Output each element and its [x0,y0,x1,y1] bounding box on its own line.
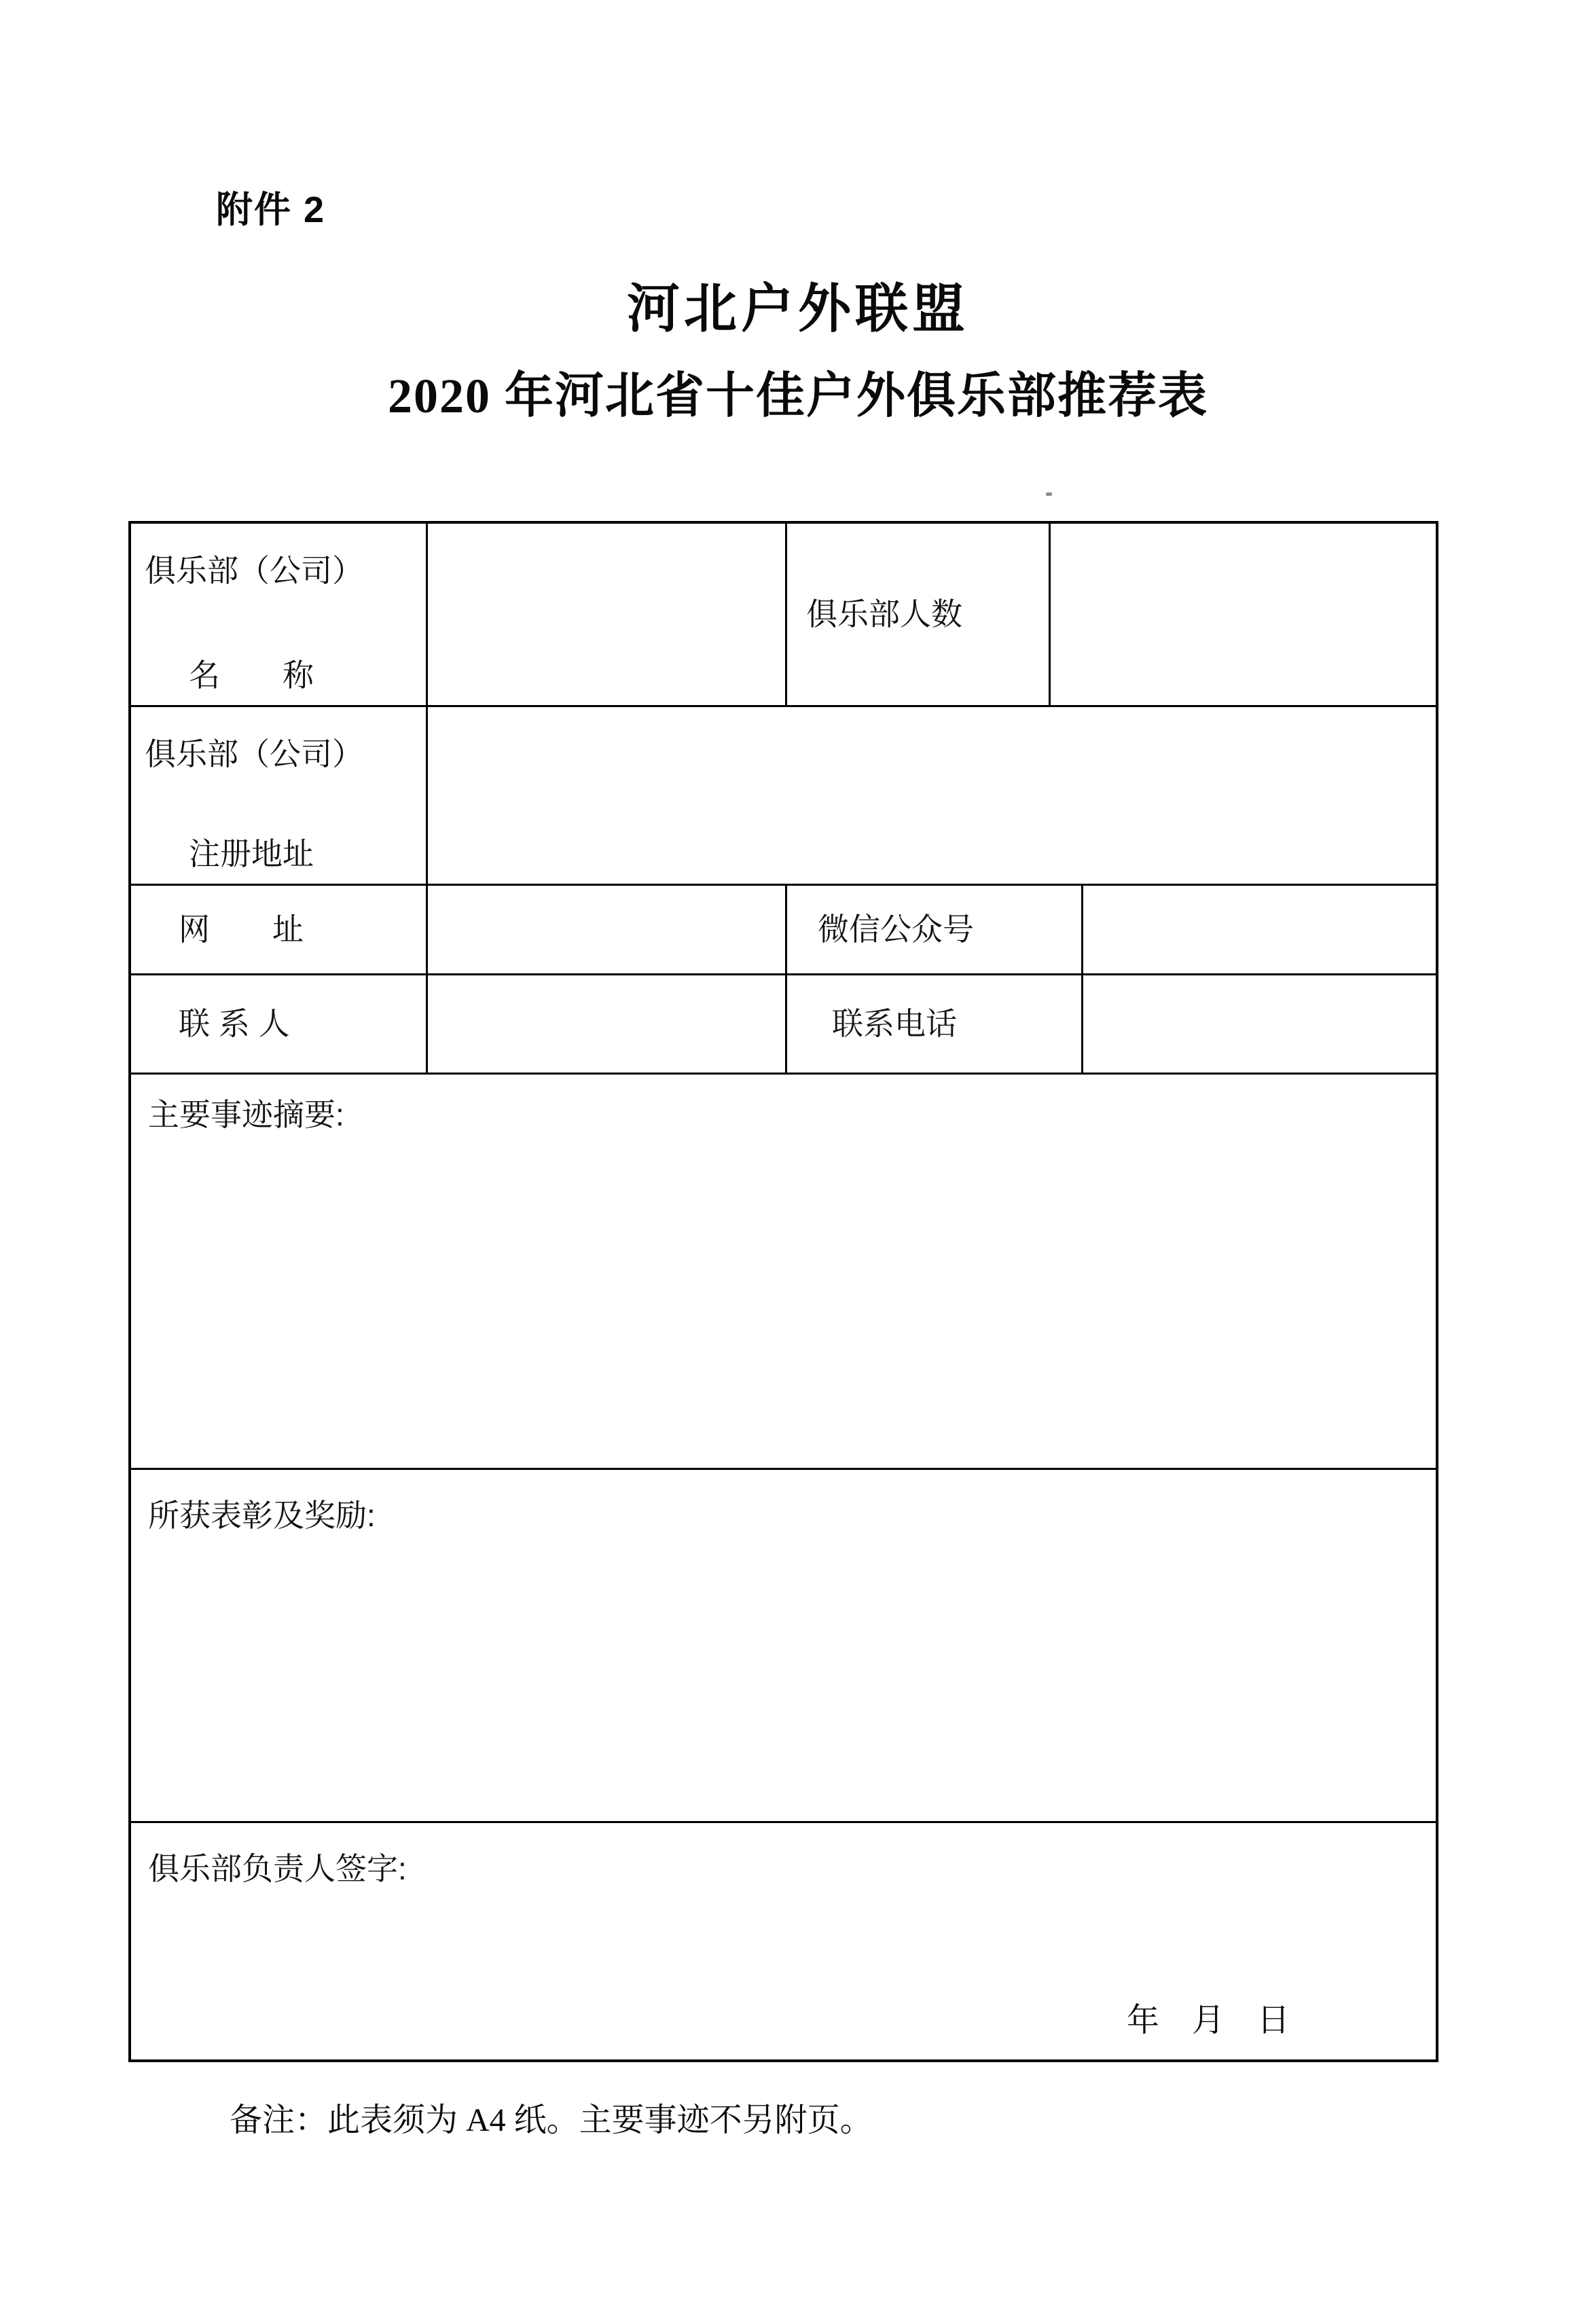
address-label-line2: 注册地址 [189,835,314,871]
phone-label: 联系电话 [832,1005,957,1041]
contact-value-cell [428,975,787,1073]
club-name-value-cell [428,524,787,705]
scan-speck [1046,492,1052,496]
wechat-label: 微信公众号 [818,911,974,947]
member-count-value-cell [1051,524,1436,705]
row-website [131,886,1436,975]
form-title: 河北户外联盟 [626,279,969,338]
website-label-cell [131,886,428,973]
phone-label-cell [787,975,1083,1073]
signature-cell [131,1823,1436,2059]
club-name-label-line2: 名 称 [189,657,314,693]
website-label: 网 址 [179,911,304,947]
club-name-label-cell [131,524,428,705]
website-value-cell [428,886,787,973]
contact-label: 联 系 人 [179,1005,290,1041]
address-label-cell [131,707,428,884]
awards-label: 所获表彰及奖励: [148,1498,376,1533]
member-count-label-cell [787,524,1051,705]
wechat-value-cell [1083,886,1436,973]
phone-value-cell [1083,975,1436,1073]
awards-cell [131,1470,1436,1821]
wechat-label-cell [787,886,1083,973]
row-club-name [131,524,1436,707]
row-awards [131,1470,1436,1823]
row-contact [131,975,1436,1075]
achievements-cell [131,1075,1436,1468]
row-signature [131,1823,1436,2059]
row-achievements [131,1075,1436,1470]
club-name-label-line1: 俱乐部（公司） [145,553,363,588]
member-count-label: 俱乐部人数 [806,596,962,632]
row-address [131,707,1436,886]
form-footnote: 备注：此表须为 A4 纸。主要事迹不另附页。 [230,2102,873,2138]
address-value-cell [428,707,1436,884]
form-subtitle: 2020 年河北省十佳户外俱乐部推荐表 [387,369,1208,423]
recommendation-form-table [128,521,1438,2062]
contact-label-cell [131,975,428,1073]
achievements-label: 主要事迹摘要: [148,1097,344,1132]
signature-date-placeholder: 年 月 日 [1126,2002,1290,2038]
attachment-label: 附件 2 [216,190,326,230]
address-label-line1: 俱乐部（公司） [145,736,363,772]
signature-label: 俱乐部负责人签字: [148,1851,407,1886]
